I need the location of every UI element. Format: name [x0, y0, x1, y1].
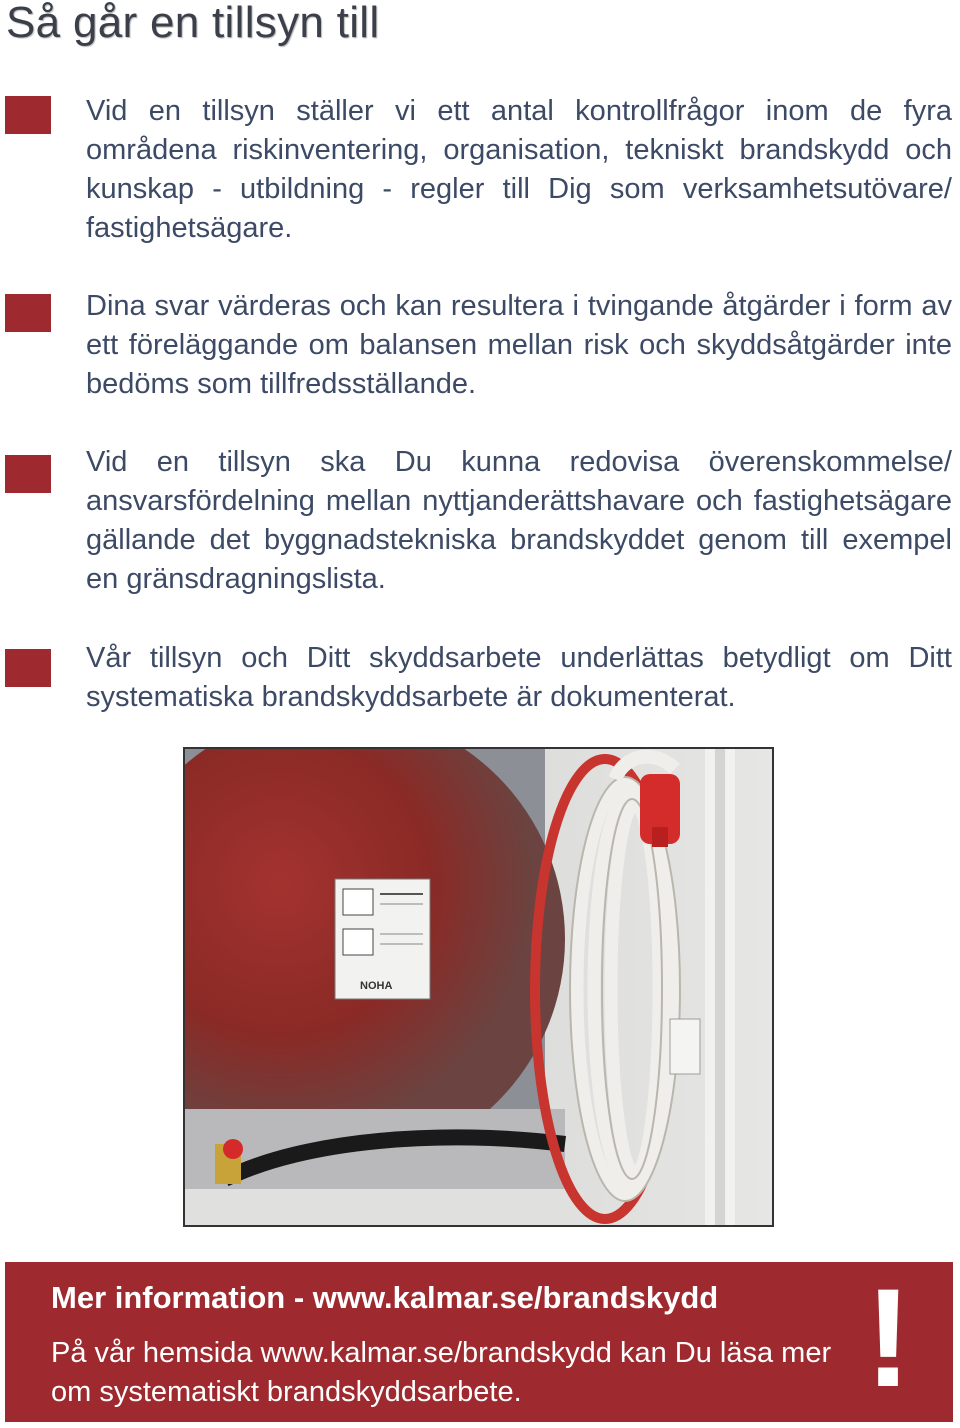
paragraph-text: Vid en tillsyn ställer vi ett antal kontrollfrågor inom de fyra områdena riskinventering, organisation, tekniskt brandskydd och kunskap - utbildning - regler till Dig som verksamhetsutövare/ fastighetsägare. — [86, 95, 952, 244]
paragraph-text: Vår tillsyn och Ditt skyddsarbete underlättas betydligt om Ditt systematiska brandskyddsarbete är dokumenterat. — [86, 642, 952, 713]
label-brand: NOHA — [360, 980, 393, 992]
info-heading: Mer information - www.kalmar.se/brandskydd — [51, 1280, 719, 1315]
page-title: Så går en tillsyn till — [6, 0, 380, 47]
more-information-box — [5, 1259, 953, 1422]
paragraph-text: Vid en tillsyn ska Du kunna redovisa överenskommelse/ ansvarsfördelning mellan nyttjanderättshavare och fastighetsägare gällande det byggnadstekniska brandskyddet genom till exempel en gränsdragningslista. — [86, 446, 952, 595]
bullet-marker — [5, 649, 51, 687]
bullet-marker — [5, 96, 51, 134]
fire-hose-reel-photo — [183, 747, 774, 1227]
exclamation-icon: ! — [865, 1259, 912, 1416]
paragraph-text: Dina svar värderas och kan resultera i tvingande åtgärder i form av ett föreläggande om balansen mellan risk och skyddsåtgärder inte bedöms som tillfredsställande. — [86, 290, 952, 400]
info-text: På vår hemsida www.kalmar.se/brandskydd kan Du läsa mer om systematiskt brandskyddsarbete. — [51, 1337, 832, 1408]
bullet-marker — [5, 294, 51, 332]
bullet-marker — [5, 455, 51, 493]
fire-hose-reel-illustration — [185, 749, 772, 1225]
